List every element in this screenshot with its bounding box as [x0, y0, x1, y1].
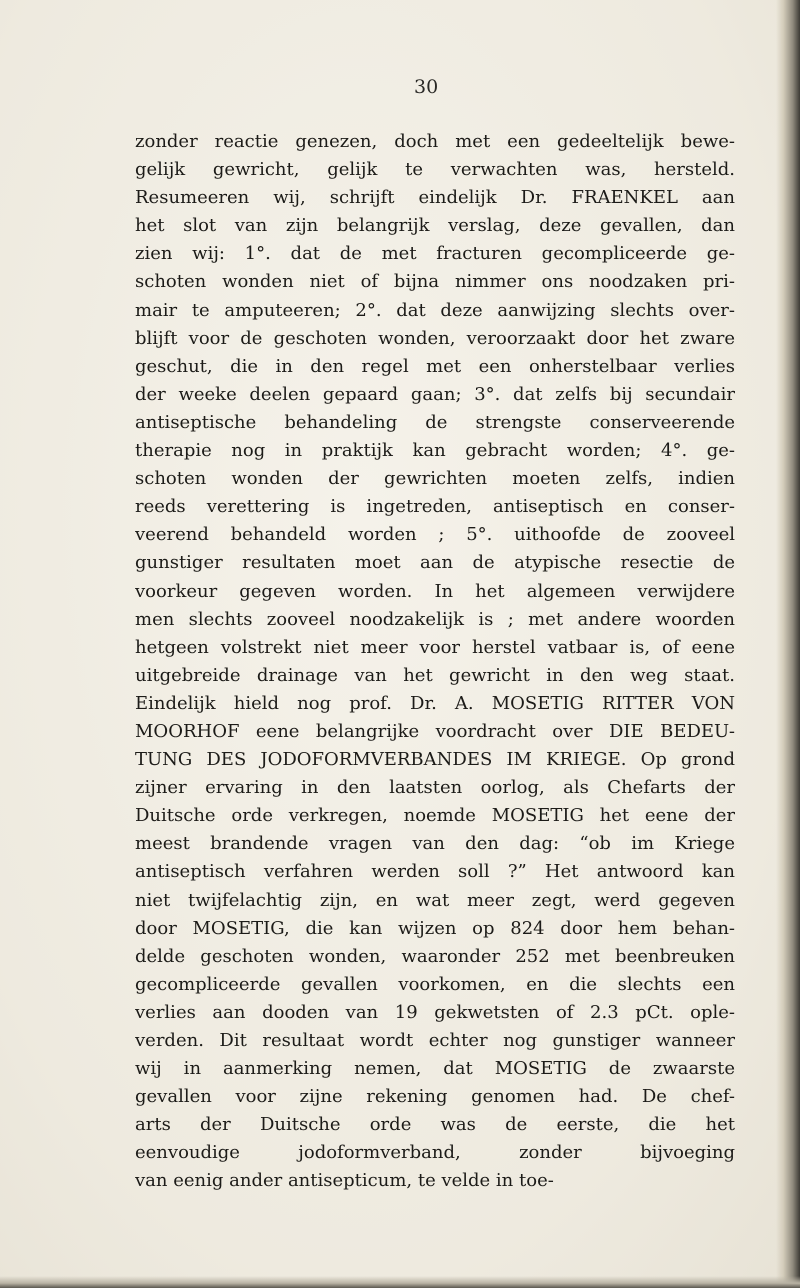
text-line: het slot van zijn belangrijk verslag, deze gevallen, dan — [135, 215, 735, 237]
text-line: mair te amputeeren; 2°. dat deze aanwijzing slechts over- — [135, 299, 735, 321]
text-line: arts der Duitsche orde was de eerste, die het — [135, 1114, 735, 1136]
text-line: gelijk gewricht, gelijk te verwachten was, hersteld. — [135, 159, 735, 181]
text-line: delde geschoten wonden, waaronder 252 met beenbreuken — [135, 945, 735, 967]
text-line: meest brandende vragen van den dag: “ob im Kriege — [135, 833, 735, 855]
text-line: men slechts zooveel noodzakelijk is ; met andere woorden — [135, 608, 735, 630]
page-number: 30 — [414, 76, 439, 98]
text-line: schoten wonden niet of bijna nimmer ons noodzaken pri- — [135, 271, 735, 293]
text-line: blijft voor de geschoten wonden, veroorzaakt door het zware — [135, 327, 735, 349]
text-line: verden. Dit resultaat wordt echter nog gunstiger wanneer — [135, 1030, 735, 1051]
text-line: Eindelijk hield nog prof. Dr. A. MOSETIG RITTER VON — [135, 692, 735, 714]
text-line: MOORHOF eene belangrijke voordracht over DIE BEDEU- — [135, 720, 735, 742]
text-line: zonder reactie genezen, doch met een gedeeltelijk bewe- — [135, 131, 735, 152]
text-line: reeds verettering is ingetreden, antiseptisch en conser- — [135, 496, 735, 518]
text-line: veerend behandeld worden ; 5°. uithoofde de zooveel — [135, 524, 735, 546]
text-line: schoten wonden der gewrichten moeten zelfs, indien — [135, 468, 735, 490]
text-line: door MOSETIG, die kan wijzen op 824 door hem behan- — [135, 917, 735, 939]
text-line: hetgeen volstrekt niet meer voor herstel vatbaar is, of eene — [135, 636, 735, 658]
text-line: voorkeur gegeven worden. In het algemeen verwijdere — [135, 580, 735, 602]
text-line: antiseptische behandeling de strengste conserveerende — [135, 411, 735, 433]
text-line: Resumeeren wij, schrijft eindelijk Dr. FRAENKEL aan — [135, 187, 735, 209]
text-line: gunstiger resultaten moet aan de atypische resectie de — [135, 552, 735, 574]
text-line: zijner ervaring in den laatsten oorlog, als Chefarts der — [135, 777, 735, 799]
text-line: antiseptisch verfahren werden soll ?” Het antwoord kan — [135, 861, 735, 883]
body-text — [135, 128, 735, 1196]
text-line: niet twijfelachtig zijn, en wat meer zegt, werd gegeven — [135, 889, 735, 911]
page-bottom-edge — [0, 1276, 800, 1288]
text-line: der weeke deelen gepaard gaan; 3°. dat zelfs bij secundair — [135, 383, 735, 405]
text-line: therapie nog in praktijk kan gebracht worden; 4°. ge- — [135, 440, 735, 462]
text-line: TUNG DES JODOFORMVERBANDES IM KRIEGE. Op grond — [135, 749, 735, 771]
text-line: zien wij: 1°. dat de met fracturen gecompliceerde ge- — [135, 243, 735, 265]
text-line: eenvoudige jodoformverband, zonder bijvoeging — [135, 1142, 735, 1164]
page-binding-edge — [776, 0, 800, 1288]
text-line: uitgebreide drainage van het gewricht in den weg staat. — [135, 664, 735, 686]
text-line: wij in aanmerking nemen, dat MOSETIG de zwaarste — [135, 1058, 735, 1080]
text-line: geschut, die in den regel met een onherstelbaar verlies — [135, 355, 735, 377]
text-line: gecompliceerde gevallen voorkomen, en die slechts een — [135, 973, 735, 995]
text-line: van eenig ander antisepticum, te velde in toe- — [135, 1170, 554, 1192]
text-line: Duitsche orde verkregen, noemde MOSETIG het eene der — [135, 805, 735, 827]
text-line: gevallen voor zijne rekening genomen had. De chef- — [135, 1086, 735, 1108]
text-line: verlies aan dooden van 19 gekwetsten of 2.3 pCt. ople- — [135, 1001, 735, 1023]
